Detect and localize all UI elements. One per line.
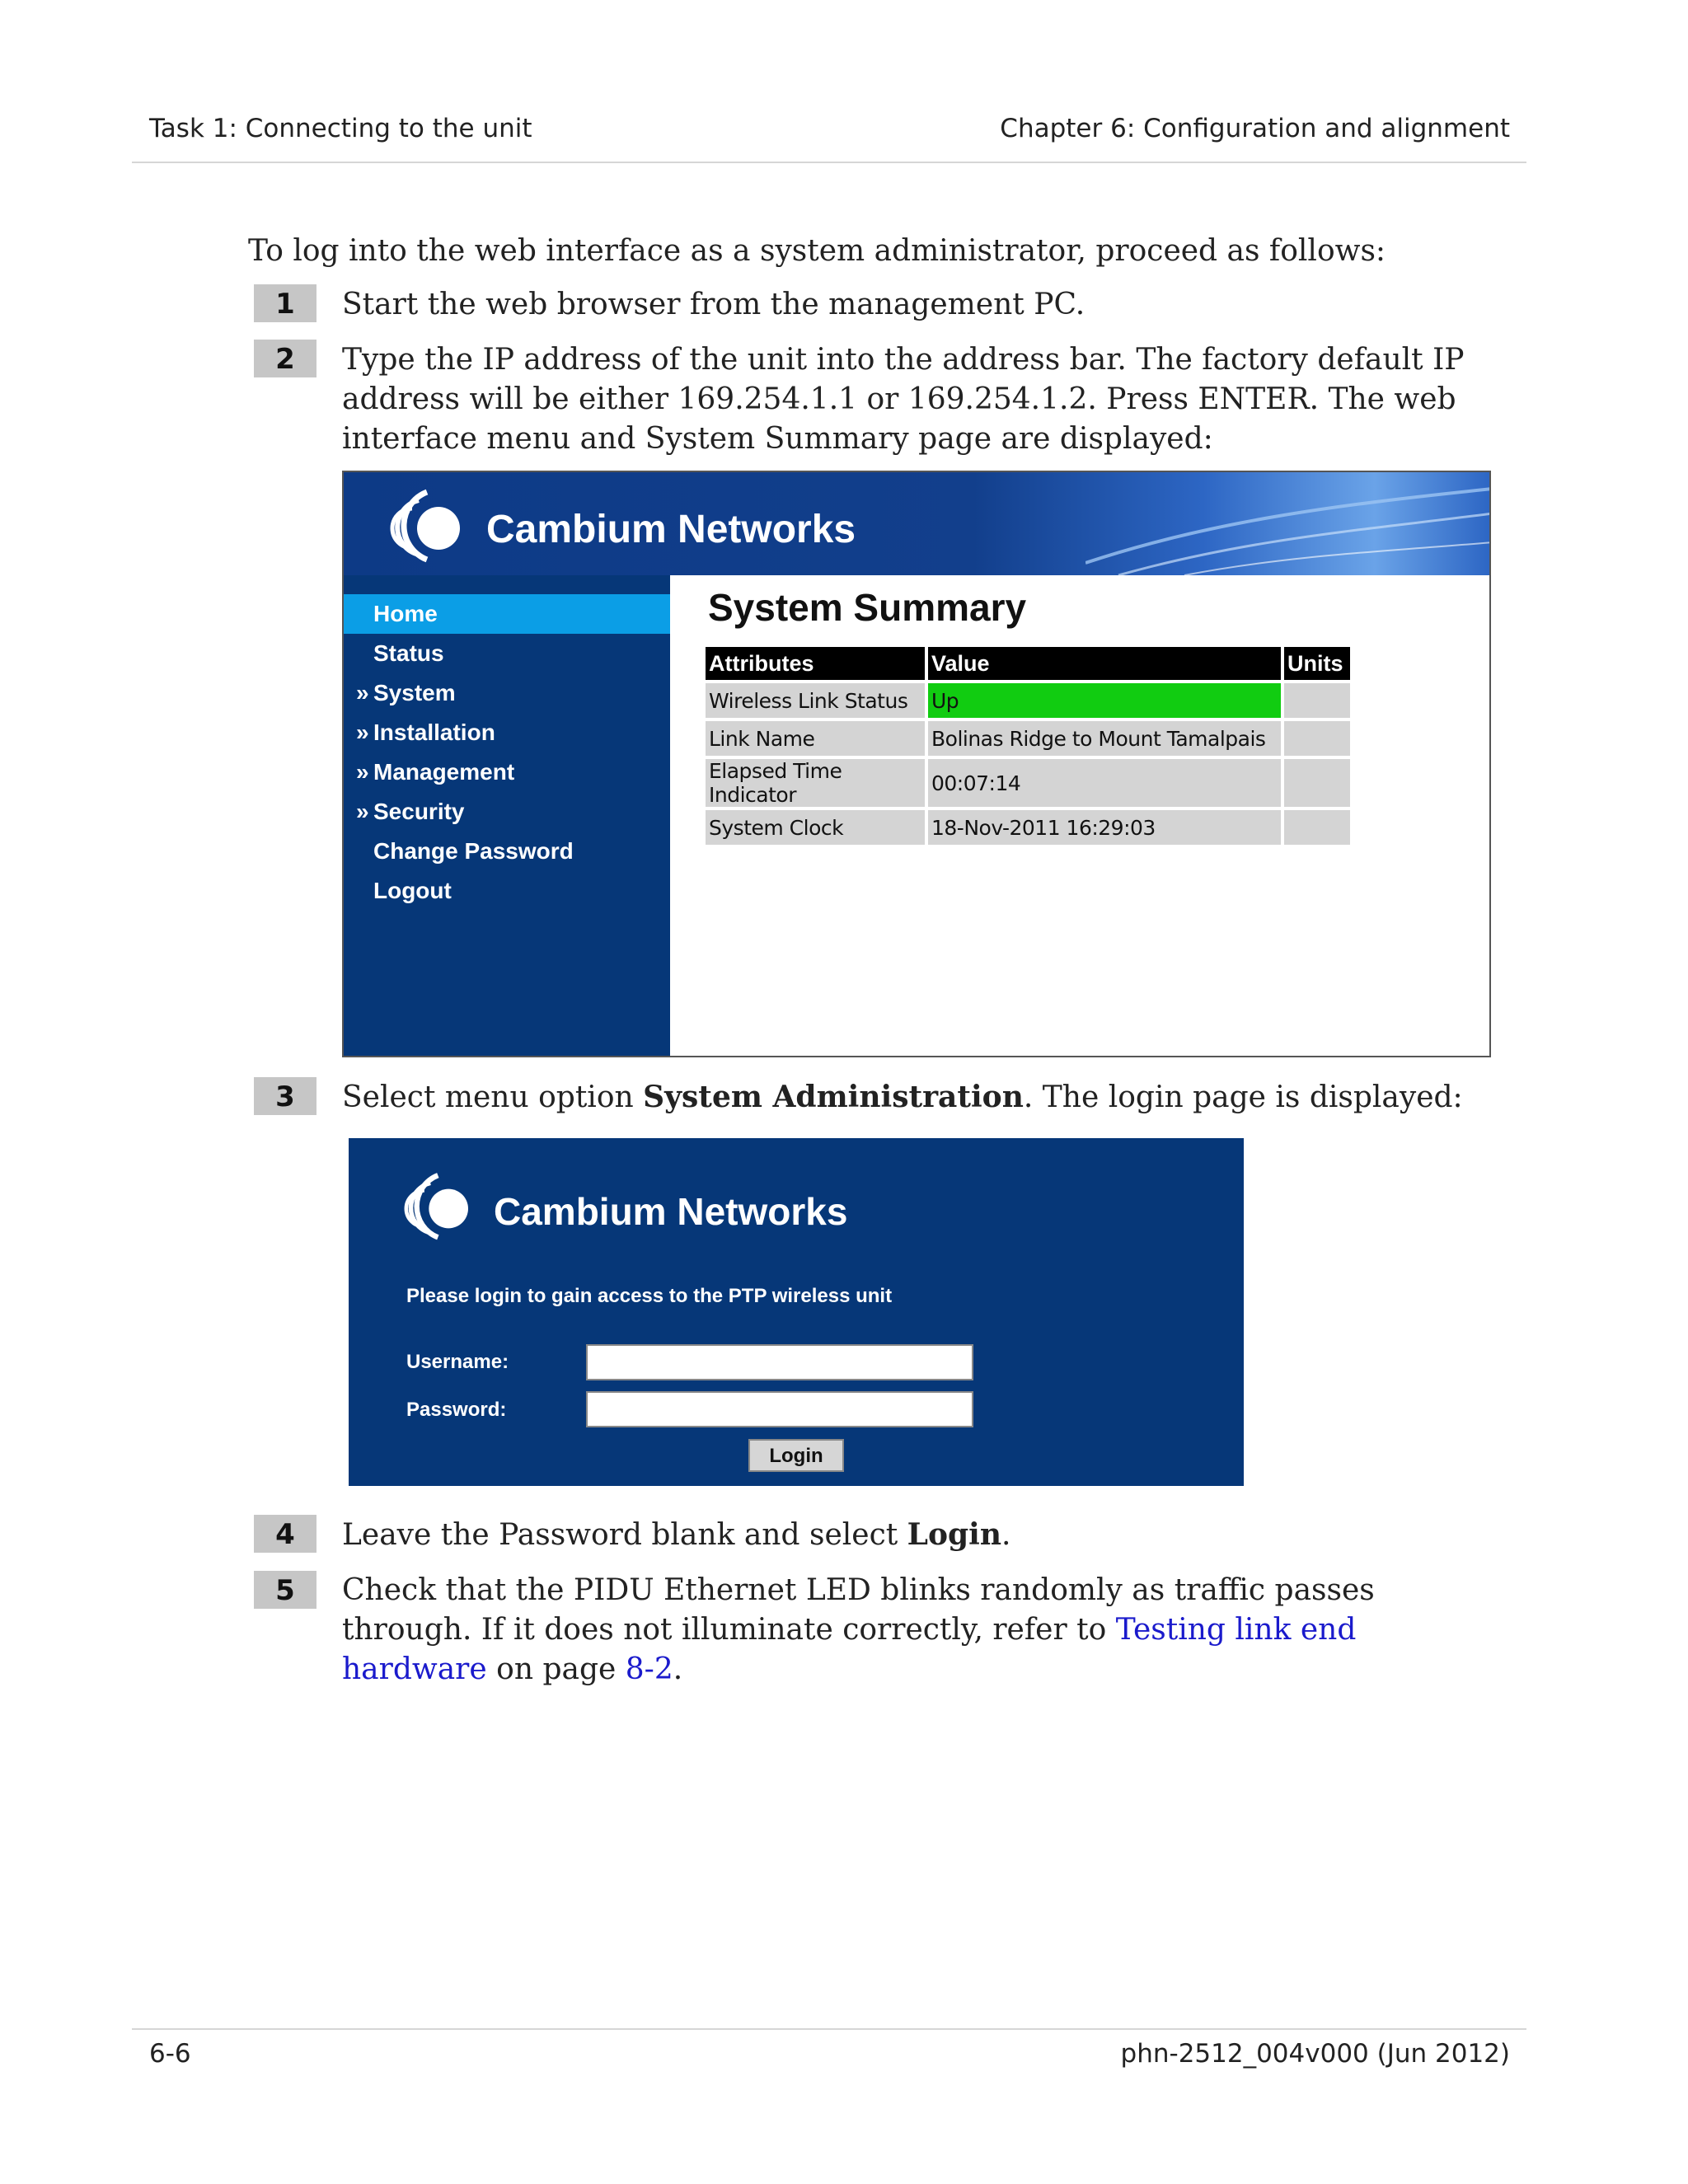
step-text-2: Type the IP address of the unit into the address bar. The factory default IP address will be either 169.254.1.1 or 169.254.1.2. Press ENTER. The web interface menu and System Summary page are displayed: xyxy=(342,343,1465,456)
sidebar-menu xyxy=(344,575,670,1057)
summary-main-panel xyxy=(670,575,1489,1056)
login-prompt: Please login to gain access to the PTP wireless unit xyxy=(406,1285,893,1307)
brand-name: Cambium Networks xyxy=(494,1190,848,1233)
table-cell: 18-Nov-2011 16:29:03 xyxy=(928,810,1281,845)
system-summary-table xyxy=(702,644,1353,848)
menu-item-change-password[interactable]: Change Password xyxy=(373,838,574,864)
status-cell: Up xyxy=(928,683,1281,718)
table-row xyxy=(706,721,1350,756)
page-number: 6-6 xyxy=(149,2039,191,2069)
banner xyxy=(344,472,1489,575)
table-row xyxy=(706,810,1350,845)
table-header-row xyxy=(706,647,1350,680)
header-divider xyxy=(132,162,1526,163)
login-screenshot xyxy=(349,1138,1244,1486)
menu-item-home[interactable]: Home xyxy=(344,594,670,634)
page-title: System Summary xyxy=(708,586,1027,629)
step-number-1: 1 xyxy=(254,284,316,322)
step-number-4: 4 xyxy=(254,1515,316,1553)
banner-swoosh xyxy=(1085,472,1491,575)
menu-item-installation[interactable]: » Installation xyxy=(356,719,495,745)
table-cell: Link Name xyxy=(706,721,925,756)
table-cell: System Clock xyxy=(706,810,925,845)
password-input[interactable] xyxy=(586,1391,973,1427)
step-number-2: 2 xyxy=(254,340,316,377)
step-text-4: Leave the Password blank and select Login. xyxy=(342,1517,1011,1552)
running-header-left: Task 1: Connecting to the unit xyxy=(149,114,532,143)
system-summary-screenshot xyxy=(342,471,1491,1057)
menu-item-system[interactable]: » System xyxy=(356,680,456,705)
testing-hardware-link[interactable]: Testing link end hardware xyxy=(342,1613,1357,1686)
column-header: Units xyxy=(1284,647,1350,680)
username-label: Username: xyxy=(406,1351,509,1373)
table-cell xyxy=(1284,683,1350,718)
step-text-5: Check that the PIDU Ethernet LED blinks randomly as traffic passes through. If it does not illuminate correctly, refer to Testing link end hardware on page 8-2. xyxy=(342,1573,1375,1686)
step-number-5: 5 xyxy=(254,1571,316,1609)
table-cell: Wireless Link Status xyxy=(706,683,925,718)
menu-item-management[interactable]: » Management xyxy=(356,759,515,785)
table-cell xyxy=(1284,810,1350,845)
page-reference-link[interactable]: 8-2 xyxy=(625,1652,673,1686)
menu-item-logout[interactable]: Logout xyxy=(373,878,452,903)
document-id: phn-2512_004v000 (Jun 2012) xyxy=(1120,2039,1510,2069)
brand-name: Cambium Networks xyxy=(486,508,856,551)
intro-paragraph: To log into the web interface as a system administrator, proceed as follows: xyxy=(248,234,1386,268)
step-text-1: Start the web browser from the management PC. xyxy=(342,288,1085,321)
menu-item-status[interactable]: Status xyxy=(373,640,444,666)
step-text-3: Select menu option System Administration. The login page is displayed: xyxy=(342,1080,1463,1114)
running-header-right: Chapter 6: Configuration and alignment xyxy=(1000,114,1510,143)
cambium-logo-icon xyxy=(389,484,471,563)
table-cell xyxy=(1284,759,1350,807)
table-cell: Bolinas Ridge to Mount Tamalpais xyxy=(928,721,1281,756)
username-input[interactable] xyxy=(586,1344,973,1380)
column-header: Value xyxy=(928,647,1281,680)
table-cell: 00:07:14 xyxy=(928,759,1281,807)
step-number-3: 3 xyxy=(254,1077,316,1115)
table-cell xyxy=(1284,721,1350,756)
table-row xyxy=(706,759,1350,807)
menu-item-security[interactable]: » Security xyxy=(356,799,465,824)
login-button[interactable]: Login xyxy=(748,1439,844,1472)
table-row xyxy=(706,683,1350,718)
cambium-logo-icon xyxy=(403,1168,479,1240)
table-cell: Elapsed Time Indicator xyxy=(706,759,925,807)
column-header: Attributes xyxy=(706,647,925,680)
password-label: Password: xyxy=(406,1399,507,1421)
footer-divider xyxy=(132,2028,1526,2030)
